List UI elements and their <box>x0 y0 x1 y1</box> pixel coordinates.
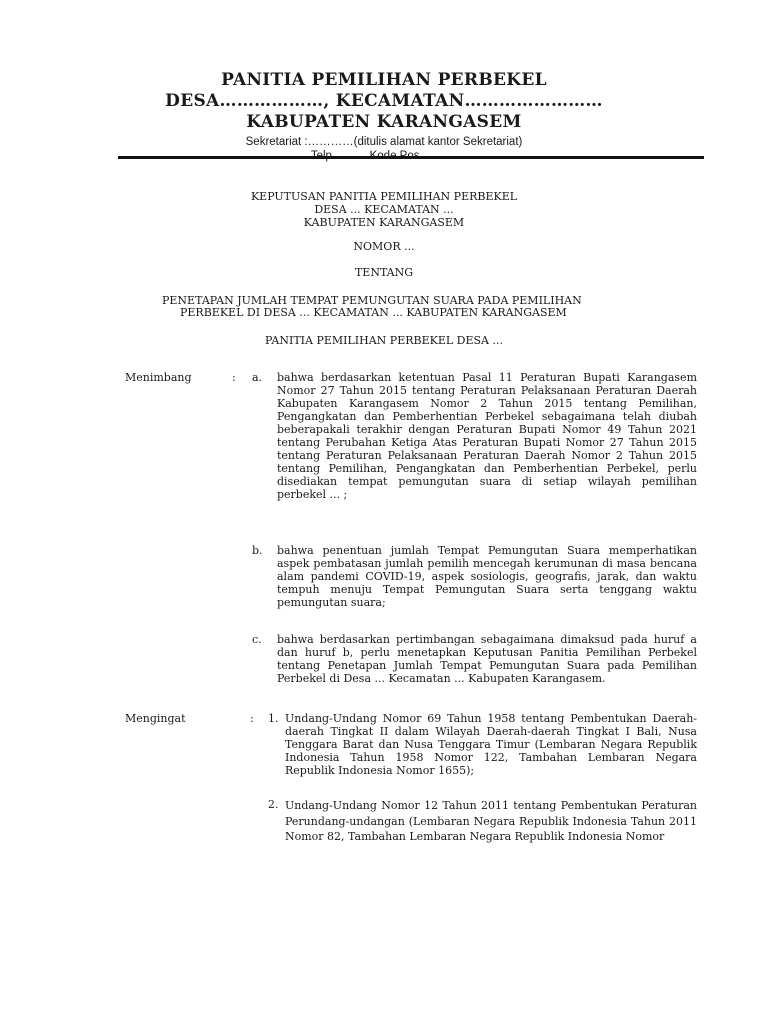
letterhead <box>0 70 768 163</box>
legal-basis-item: Undang-Undang Nomor 69 Tahun 1958 tentang Pembentukan Daerah-daerah Tingkat II dalam Wilayah Daerah-daerah Tingkat I Bali, Nusa Tenggara Barat dan Nusa Tenggara Timur (Lembaran Negara Republik Indonesia Tahun 1958 Nomor 122, Tambahan Lembaran Negara Republik Indonesia Nomor 1655); <box>285 712 697 777</box>
decree-title-line-1: KEPUTUSAN PANITIA PEMILIHAN PERBEKEL <box>250 190 518 203</box>
legal-basis-item: Undang-Undang Nomor 12 Tahun 2011 tentang Pembentukan Peraturan Perundang-undangan (Lembaran Negara Republik Indonesia Tahun 2011 Nomor 82, Tambahan Lembaran Negara Republik Indonesia Nomor <box>285 799 697 843</box>
decree-number: NOMOR ... <box>353 240 415 253</box>
section-label-mengingat: Mengingat <box>125 712 186 725</box>
section-colon: : <box>232 371 236 384</box>
letterhead-divider <box>118 156 704 159</box>
list-marker: 2. <box>268 798 279 811</box>
consideration-item: bahwa penentuan jumlah Tempat Pemungutan Suara memperhatikan aspek pembatasan jumlah pemilih mencegah kerumunan di masa bencana alam pandemi COVID-19, aspek sosiologis, geografis, jarak, dan waktu tempuh menuju Tempat Pemungutan Suara serta tenggang waktu pemungutan suara; <box>277 544 697 609</box>
decree-title-line-3: KABUPATEN KARANGASEM <box>303 216 465 229</box>
letterhead-line-2: DESA………………, KECAMATAN…………………… <box>165 91 603 111</box>
section-label-menimbang: Menimbang <box>125 371 192 384</box>
consideration-item: bahwa berdasarkan ketentuan Pasal 11 Peraturan Bupati Karangasem Nomor 27 Tahun 2015 tentang Peraturan Pelaksanaan Peraturan Daerah Kabupaten Karangasem Nomor 2 Tahun 2015 tentang Pemilihan, Pengangkatan dan Pemberhentian Perbekel sebagaimana telah diubah beberapakali terakhir dengan Peraturan Bupati Nomor 49 Tahun 2021 tentang Perubahan Ketiga Atas Peraturan Bupati Nomor 27 Tahun 2015 tentang Peraturan Pelaksanaan Peraturan Daerah Nomor 2 Tahun 2015 tentang Pemilihan, Pengangkatan dan Pemberhentian Perbekel, perlu disediakan tempat pemungutan suara di setiap wilayah pemilihan perbekel ... ; <box>277 371 697 501</box>
letterhead-secretariat: Sekretariat :…………(ditulis alamat kantor Sekretariat) <box>245 136 523 148</box>
list-marker: 1. <box>268 712 279 725</box>
letterhead-line-3: KABUPATEN KARANGASEM <box>246 112 522 132</box>
decree-title-line-2: DESA ... KECAMATAN ... <box>314 203 454 216</box>
decree-subject-line-2: PERBEKEL DI DESA ... KECAMATAN ... KABUPATEN KARANGASEM <box>180 306 567 319</box>
letterhead-line-1: PANITIA PEMILIHAN PERBEKEL <box>221 70 547 90</box>
list-marker: b. <box>252 544 263 557</box>
decree-about: TENTANG <box>354 266 414 279</box>
list-marker: a. <box>252 371 263 384</box>
decree-subject-line-1: PENETAPAN JUMLAH TEMPAT PEMUNGUTAN SUARA PADA PEMILIHAN <box>162 294 582 307</box>
consideration-item: bahwa berdasarkan pertimbangan sebagaimana dimaksud pada huruf a dan huruf b, perlu menetapkan Keputusan Panitia Pemilihan Perbekel tentang Penetapan Jumlah Tempat Pemungutan Suara pada Pemilihan Perbekel di Desa ... Kecamatan ... Kabupaten Karangasem. <box>277 633 697 685</box>
section-colon: : <box>250 712 254 725</box>
decree-issuer: PANITIA PEMILIHAN PERBEKEL DESA ... <box>265 334 503 347</box>
list-marker: c. <box>252 633 262 646</box>
